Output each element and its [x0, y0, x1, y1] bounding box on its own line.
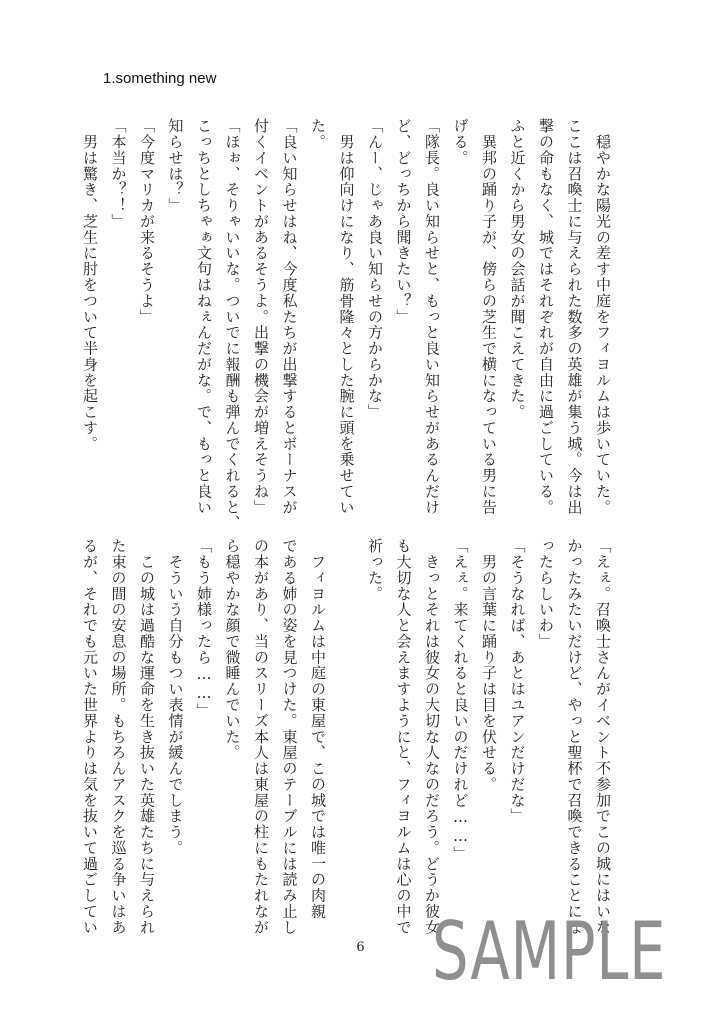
text-line: の本があり、当のスリーズ本人は東屋の柱にもたれなが	[252, 538, 270, 935]
text-line: きっとそれは彼女の大切な人なのだろう。どうか彼女	[423, 538, 441, 935]
text-line: そういう自分もつい表情が緩んでしまう。	[166, 538, 185, 856]
text-line: 「えぇ。来てくれると良いのだけれど……」	[451, 538, 470, 862]
text-line: 付くイベントがあるそうよ。出撃の機会が増えそうね」	[252, 118, 270, 515]
text-line: ど、どっちから聞きたい？」	[394, 118, 413, 325]
text-line: ら穏やかな顔で微睡んでいた。	[223, 538, 242, 761]
text-line: 「本当か？！」	[109, 118, 128, 230]
page-number: 6	[356, 940, 365, 955]
text-line: 「良い知らせはね、今度私たちが出撃するとボーナスが	[280, 118, 299, 515]
chapter-title: 1.something new	[103, 70, 217, 87]
text-line	[332, 538, 361, 928]
text-line: こっちとしちゃぁ文句はねぇんだがな。で、もっと良い	[195, 118, 213, 515]
text-line: 「今度マリカが来るそうよ」	[138, 118, 156, 325]
text-line: 男は仰向けになり、筋骨隆々とした腕に頭を乗せてい	[337, 118, 356, 515]
text-line: 「隊長。良い知らせと、もっと良い知らせがあるんだけ	[423, 118, 441, 515]
text-line: ったらしいわ」	[537, 538, 555, 650]
body-text-upper	[76, 118, 618, 531]
text-line: かったみたいだけど、やっと聖杯で召喚できることにな	[565, 538, 584, 935]
text-line: 知らせは？」	[166, 118, 185, 214]
text-line: 穏やかな陽光の差す中庭をフィヨルムは歩いていた。	[594, 118, 612, 515]
text-line: 「んー、じゃあ良い知らせの方からかな」	[366, 118, 384, 420]
text-line: である姉の姿を見つけた。東屋のテーブルには読み止し	[280, 538, 299, 935]
text-line: 男は驚き、芝生に肘をついて半身を起こす。	[81, 118, 99, 452]
text-line: 異邦の踊り子が、傍らの芝生で横になっている男に告	[480, 118, 498, 515]
text-line: げる。	[451, 118, 470, 166]
text-line: 「えぇ。召喚士さんがイベント不参加でこの城にはいな	[594, 538, 612, 935]
body-text-lower	[76, 538, 618, 935]
text-line: フィヨルムは中庭の東屋で、この城では唯一の肉親	[309, 538, 327, 920]
text-line: 祈った。	[366, 538, 384, 602]
text-line: も大切な人と会えますようにと、フィヨルムは心の中で	[394, 538, 413, 935]
text-line: この城は過酷な運命を生き抜いた英雄たちに与えられ	[138, 538, 156, 935]
sample-watermark: SAMPLE	[432, 905, 667, 998]
text-line: 「そうなれば、あとはユアンだけだな」	[508, 538, 527, 824]
text-line: ふと近くから男女の会話が聞こえてきた。	[508, 118, 527, 420]
text-line: 「もう姉様ったら……」	[195, 538, 213, 719]
text-line: 男の言葉に踊り子は目を伏せる。	[480, 538, 498, 793]
text-line: た束の間の安息の場所。もちろんアスクを巡る争いはあ	[109, 538, 128, 935]
text-line: 「ほぉ、そりゃいいな。ついでに報酬も弾んでくれると、	[223, 118, 242, 531]
text-line: 撃の命もなく、城ではそれぞれが自由に過ごしている。	[537, 118, 555, 515]
text-line: た。	[309, 118, 327, 150]
text-line: ここは召喚士に与えられた数多の英雄が集う城。今は出	[565, 118, 584, 515]
text-line: るが、それでも元いた世界よりは気を抜いて過ごしてい	[81, 538, 99, 935]
